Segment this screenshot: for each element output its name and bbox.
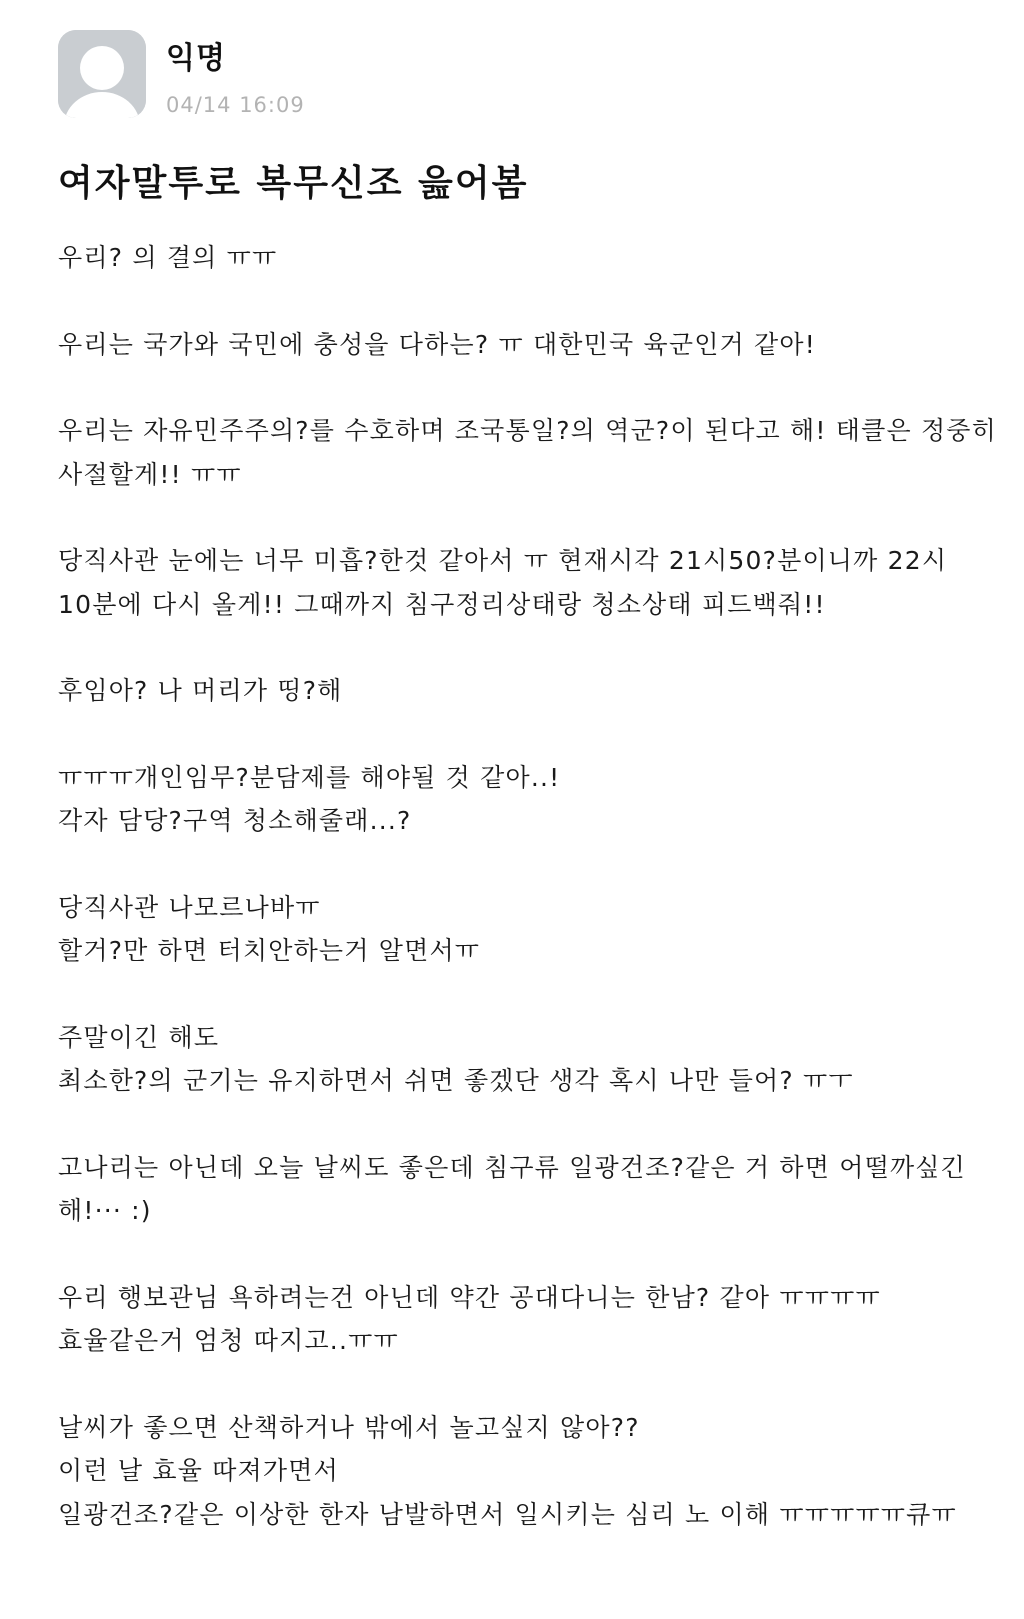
post-text-line: 효율같은거 엄청 따지고..ㅠㅠ — [58, 1326, 399, 1355]
post-text-line: ㅠㅠㅠ개인임무?분담제를 해야될 것 같아..! — [58, 762, 561, 792]
post-text-line: 주말이긴 해도 — [58, 1022, 220, 1052]
post-text-line: 당직사관 나모르나바ㅠ — [58, 892, 321, 922]
post-paragraph — [58, 1016, 958, 1103]
post-text-line: 우리 행보관님 욕하려는건 아닌데 약간 공대다니는 한남? 같아 ㅠㅠㅠㅠ — [58, 1282, 881, 1312]
post-text-line: 할거?만 하면 터치안하는거 알면서ㅠ — [58, 936, 481, 965]
post-paragraph — [58, 886, 958, 973]
post-text-line: 각자 담당?구역 청소해줄래...? — [58, 806, 412, 835]
post-text-line: 10분에 다시 올게!! 그때까지 침구정리상태랑 청소상태 피드백줘!! — [58, 589, 826, 619]
post-paragraph — [58, 1146, 966, 1233]
post-paragraph — [58, 1406, 958, 1537]
post-title: 여자말투로 복무신조 읊어봄 — [58, 163, 529, 204]
post-text-line: 날씨가 좋으면 산책하거나 밖에서 놀고싶지 않아?? — [58, 1412, 640, 1442]
post-text-line: 고나리는 아닌데 오늘 날씨도 좋은데 침구류 일광건조?같은 거 하면 어떨까싶긴 — [58, 1152, 966, 1182]
avatar[interactable] — [58, 30, 146, 118]
post-text-line: 당직사관 눈에는 너무 미흡?한것 같아서 ㅠ 현재시각 21시50?분이니까 22시 — [58, 546, 948, 575]
post-paragraph — [58, 756, 958, 843]
post-header — [58, 30, 305, 120]
post-text-line: 우리는 국가와 국민에 충성을 다하는? ㅠ 대한민국 육군인거 같아! — [58, 329, 816, 359]
post-paragraph — [58, 669, 958, 713]
post-meta — [166, 30, 305, 118]
post-text-line: 최소한?의 군기는 유지하면서 쉬면 좋겠단 생각 혹시 나만 들어? ㅠㅜ — [58, 1066, 854, 1095]
post-text-line: 해!··· :) — [58, 1196, 152, 1225]
default-profile-icon — [58, 30, 146, 118]
post-text-line: 일광건조?같은 이상한 한자 남발하면서 일시키는 심리 노 이해 ㅠㅠㅠㅠㅠ큐ㅠ — [58, 1499, 957, 1529]
post-text-line: 후임아? 나 머리가 띵?해 — [58, 676, 343, 705]
post-text-line: 사절할게!! ㅠㅠ — [58, 459, 242, 489]
post-text-line: 이런 날 효율 따져가면서 — [58, 1456, 339, 1485]
post-paragraph — [58, 236, 958, 280]
post-paragraph — [58, 539, 958, 626]
post-timestamp: 04/14 16:09 — [166, 93, 305, 117]
post-paragraph — [58, 1276, 958, 1363]
post-paragraph — [58, 323, 958, 367]
post-paragraph — [58, 409, 998, 496]
post-body — [58, 236, 998, 1579]
author-name: 익명 — [166, 41, 226, 76]
post-text-line: 우리? 의 결의 ㅠㅠ — [58, 243, 278, 272]
post-text-line: 우리는 자유민주주의?를 수호하며 조국통일?의 역군?이 된다고 해! 태클은 정중히 — [58, 416, 998, 445]
